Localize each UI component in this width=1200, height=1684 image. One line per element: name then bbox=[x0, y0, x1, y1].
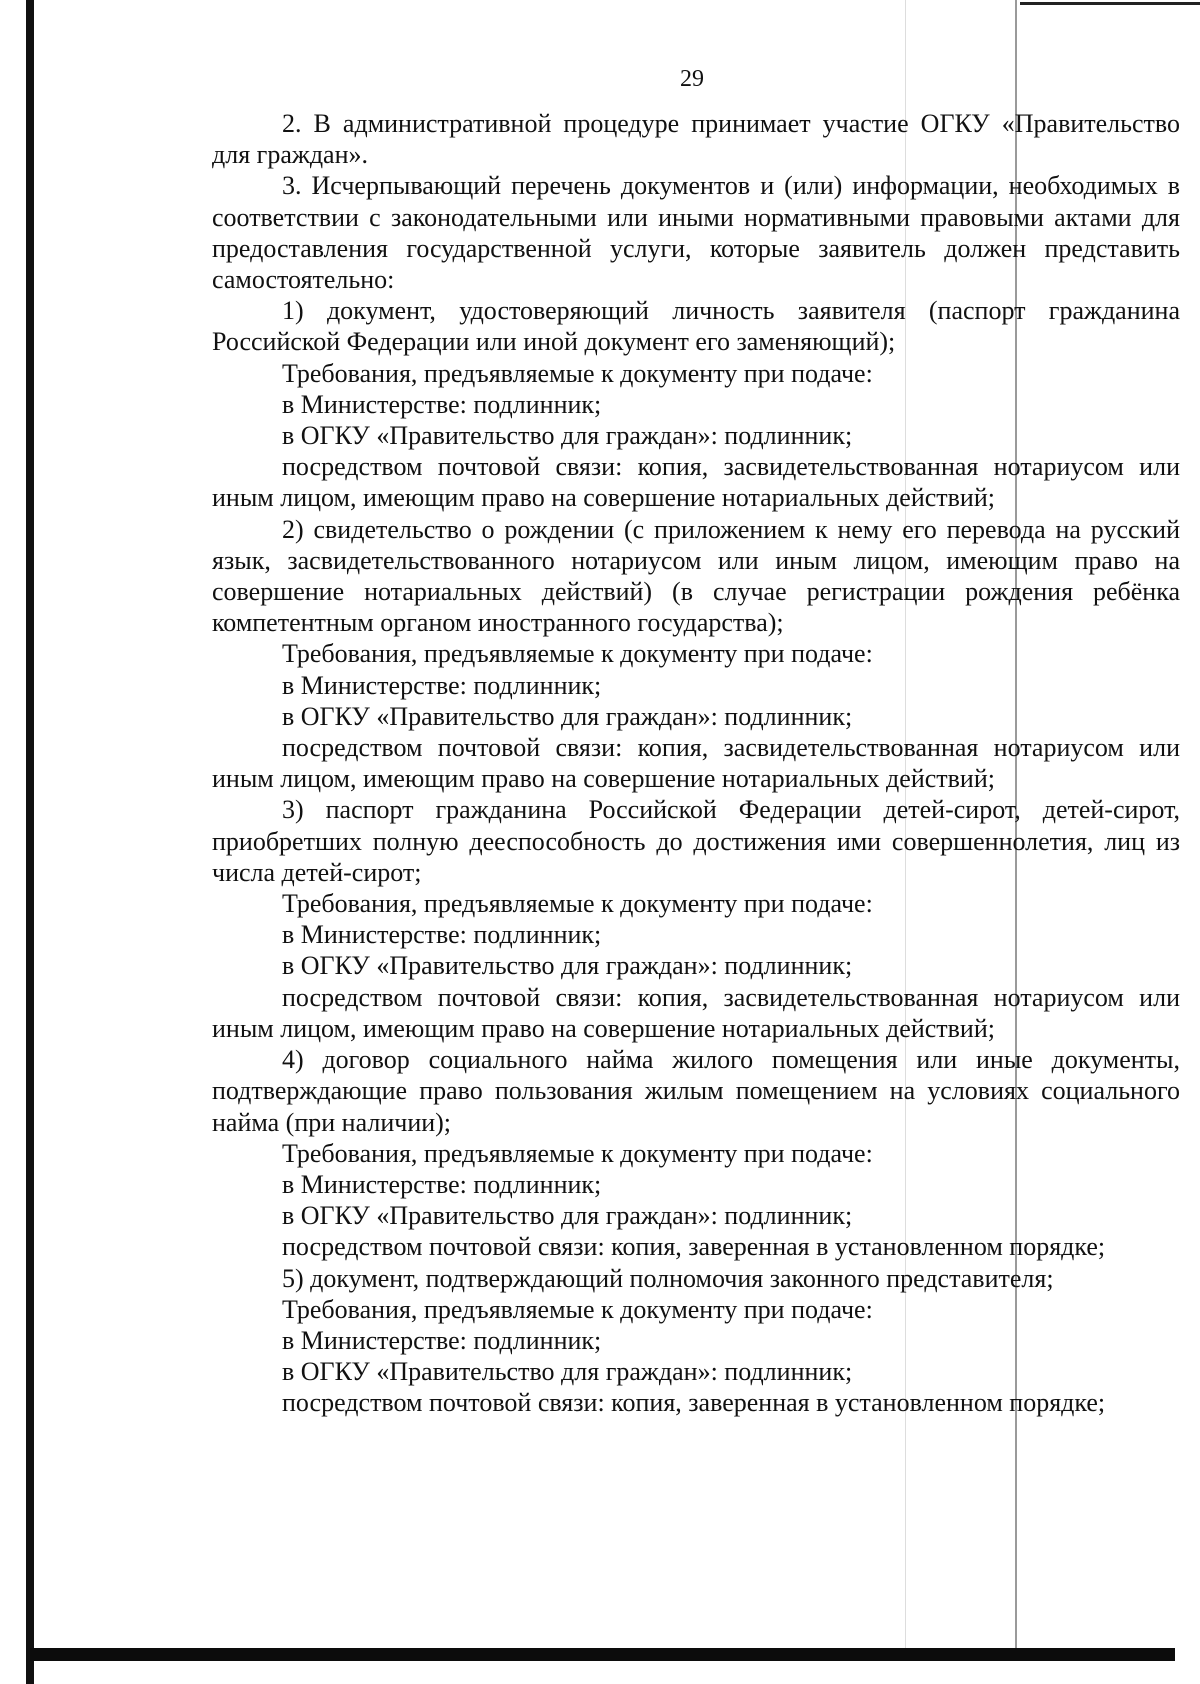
paragraph: в ОГКУ «Правительство для граждан»: подлинник; bbox=[282, 1357, 853, 1387]
paragraph: 4) договор социального найма жилого помещения или иные документы, подтверждающие право пользования жилым помещением на условиях социального найма (при наличии); bbox=[212, 1045, 1180, 1137]
paragraph: Требования, предъявляемые к документу при подаче: bbox=[282, 889, 873, 919]
paragraph: 2) свидетельство о рождении (с приложением к нему его перевода на русский язык, засвидетельствованного нотариусом или иным лицом, имеющим право на совершение нотариальных действий) (в случае регистрации рождения ребёнка компетентным органом иностранного государства); bbox=[212, 514, 1180, 638]
paragraph: в Министерстве: подлинник; bbox=[282, 920, 602, 950]
paragraph: посредством почтовой связи: копия, заверенная в установленном порядке; bbox=[282, 1388, 1106, 1418]
paragraph: посредством почтовой связи: копия, засвидетельствованная нотариусом или иным лицом, имеющим право на совершение нотариальных действий; bbox=[212, 982, 1180, 1043]
paragraph: Требования, предъявляемые к документу при подаче: bbox=[282, 358, 873, 388]
paragraph: в Министерстве: подлинник; bbox=[282, 389, 602, 419]
paragraph: в ОГКУ «Правительство для граждан»: подлинник; bbox=[282, 421, 853, 451]
paragraph: 3. Исчерпывающий перечень документов и (или) информации, необходимых в соответствии с законодательными или иными нормативными правовыми актами для предоставления государственной услуги, которые заявитель должен представить самостоятельно: bbox=[212, 171, 1180, 295]
paragraph: 1) документ, удостоверяющий личность заявителя (паспорт гражданина Российской Федерации или иной документ его заменяющий); bbox=[212, 296, 1180, 357]
paragraph: в ОГКУ «Правительство для граждан»: подлинник; bbox=[282, 951, 853, 981]
paragraph: в Министерстве: подлинник; bbox=[282, 1325, 602, 1355]
paragraph: в ОГКУ «Правительство для граждан»: подлинник; bbox=[282, 1201, 853, 1231]
document-body bbox=[212, 108, 1180, 1419]
paragraph: Требования, предъявляемые к документу при подаче: bbox=[282, 639, 873, 669]
paragraph: посредством почтовой связи: копия, заверенная в установленном порядке; bbox=[282, 1232, 1106, 1262]
paragraph: в ОГКУ «Правительство для граждан»: подлинник; bbox=[282, 701, 853, 731]
scan-edge-top bbox=[1020, 2, 1200, 5]
paragraph: Требования, предъявляемые к документу при подаче: bbox=[282, 1294, 873, 1324]
paragraph: Требования, предъявляемые к документу при подаче: bbox=[282, 1138, 873, 1168]
scan-edge-bottom bbox=[30, 1648, 1175, 1661]
paragraph: в Министерстве: подлинник; bbox=[282, 1169, 602, 1199]
paragraph: в Министерстве: подлинник; bbox=[282, 670, 602, 700]
paragraph: посредством почтовой связи: копия, засвидетельствованная нотариусом или иным лицом, имеющим право на совершение нотариальных действий; bbox=[212, 452, 1180, 513]
paragraph: 2. В административной процедуре принимает участие ОГКУ «Правительство для граждан». bbox=[212, 109, 1180, 170]
page-number: 29 bbox=[680, 66, 704, 92]
paragraph: 3) паспорт гражданина Российской Федерации детей-сирот, детей-сирот, приобретших полную дееспособность до достижения ими совершеннолетия, лиц из числа детей-сирот; bbox=[212, 795, 1180, 887]
paragraph: 5) документ, подтверждающий полномочия законного представителя; bbox=[282, 1263, 1054, 1293]
scan-edge-left bbox=[26, 0, 34, 1684]
paragraph: посредством почтовой связи: копия, засвидетельствованная нотариусом или иным лицом, имеющим право на совершение нотариальных действий; bbox=[212, 733, 1180, 794]
